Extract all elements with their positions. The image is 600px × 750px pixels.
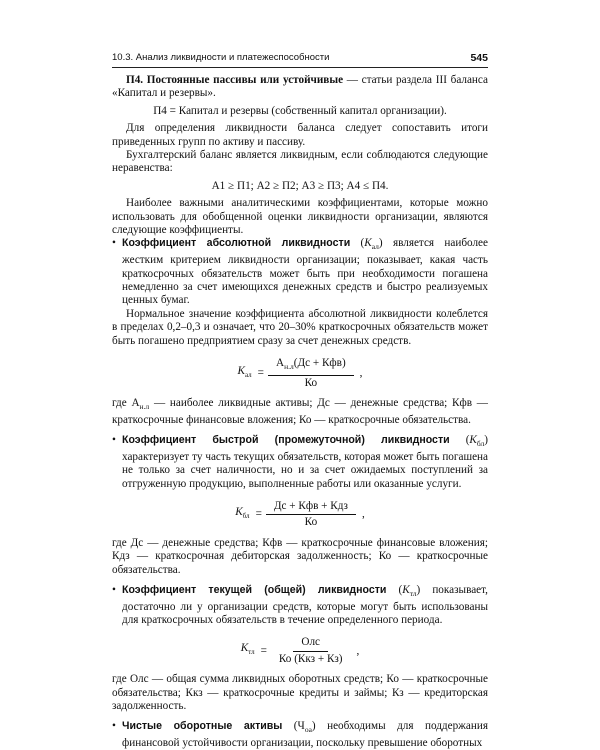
paragraph-coefficients: Наиболее важными аналитическими коэффициентами, которые можно использовать для обобщенной оценки ликвидности организации, являются следующие коэффициенты. — [112, 197, 488, 237]
page-body — [112, 74, 488, 750]
formula-quick-denominator: Ко — [304, 516, 318, 529]
current-where: где Олс — общая сумма ликвидных оборотных средств; Ко — краткосрочные обязательства; Ккз — краткосрочные кредиты и займы; Кз — кредиторская задолженность. — [112, 673, 488, 713]
p4-definition: П4. Постоянные пассивы или устойчивые — статьи раздела III баланса «Капитал и резервы». — [112, 74, 488, 100]
bullet-net-current-assets: • Чистые оборотные активы $(Ч_{оа})$ необходимы для поддержания финансовой устойчивости организации, поскольку превышение оборотных — [112, 720, 488, 750]
paragraph-liquid: Бухгалтерский баланс является ликвидным, если соблюдаются следующие неравенства: — [112, 149, 488, 175]
formula-current-numerator: Олс — [293, 636, 328, 651]
bullet-current-liquidity: • Коэффициент текущей (общей) ликвидности $(K_{тл})$ показывает, достаточно ли у организации средств, которые могут быть использованы для краткосрочных обязательств в течение определенного периода. — [112, 584, 488, 627]
term-absolute: Коэффициент абсолютной ликвидности — [122, 237, 351, 250]
bullet-quick-liquidity: • Коэффициент быстрой (промежуточной) ликвидности $(K_{бл})$ характеризует ту часть текущих обязательств, которая может быть погашена не только за счет наличности, но и за счет ожидаемых поступлений за отгруженную продукцию, выполненные работы или оказанные услуги. — [112, 434, 488, 491]
formula-quick: $K_{бл}$ = $\frac{\text{Дс + Кфв + Кдз}}{Ко}$ , — [235, 499, 365, 529]
term-quick: Коэффициент быстрой (промежуточной) ликвидности — [122, 434, 450, 447]
term-net: Чистые оборотные активы — [122, 720, 283, 733]
formula-absolute-denominator: Ко — [304, 376, 318, 389]
formula-absolute: $K_{ал}$ = $\frac{А_{н.л}(Дс + Кфв)}{Ко}$ , — [237, 356, 363, 389]
inequalities: А1 ≥ П1; А2 ≥ П2; А3 ≥ П3; А4 ≤ П4. — [211, 179, 389, 192]
p4-term: П4. Постоянные пассивы или устойчивые — [126, 74, 344, 86]
running-header — [112, 52, 488, 66]
absolute-where: где $А_{н.л}$ — наиболее ликвидные активы; Дс — денежные средства; Кфв — краткосрочные финансовые вложения; Ко — краткосрочные обязательства. — [112, 397, 488, 426]
formula-quick-numerator: Дс + Кфв + Кдз — [266, 500, 356, 515]
formula-current: $K_{тл}$ = $\frac{\text{Олс}}{\text{Ко (Ккз + Кз)}}$ , — [240, 636, 360, 665]
formula-current-denominator: Ко (Ккз + Кз) — [278, 652, 343, 665]
bullet-absolute-liquidity: • Коэффициент абсолютной ликвидности $(K_{ал})$ является наиболее жестким критерием ликвидности организации; показывает, какая часть краткосрочных обязательств может быть при необходимости погашена немедленно за счет имеющихся денежных средств и быстро реализуемых ценных бумаг. — [112, 237, 488, 307]
absolute-norm: Нормальное значение коэффициента абсолютной ликвидности колеблется в пределах 0,2–0,3 и означает, что 20–30% краткосрочных обязательств может быть погашено предприятием сразу за счет денежных средств. — [112, 307, 488, 347]
paragraph-compare: Для определения ликвидности баланса следует сопоставить итоги приведенных групп по активу и пассиву. — [112, 122, 488, 148]
quick-where: где Дс — денежные средства; Кфв — краткосрочные финансовые вложения; Кдз — краткосрочная дебиторская задолженность; Ко — краткосрочные обязательства. — [112, 536, 488, 576]
page-number: 545 — [470, 52, 488, 64]
p4-equation: П4 = Капитал и резервы (собственный капитал организации). — [153, 104, 447, 117]
formula-absolute-numerator: $А_{н.л}(Дс + Кфв)$ — [268, 357, 354, 376]
term-current: Коэффициент текущей (общей) ликвидности — [122, 583, 387, 596]
section-title: 10.3. Анализ ликвидности и платежеспособности — [112, 52, 330, 63]
header-rule — [112, 67, 488, 68]
